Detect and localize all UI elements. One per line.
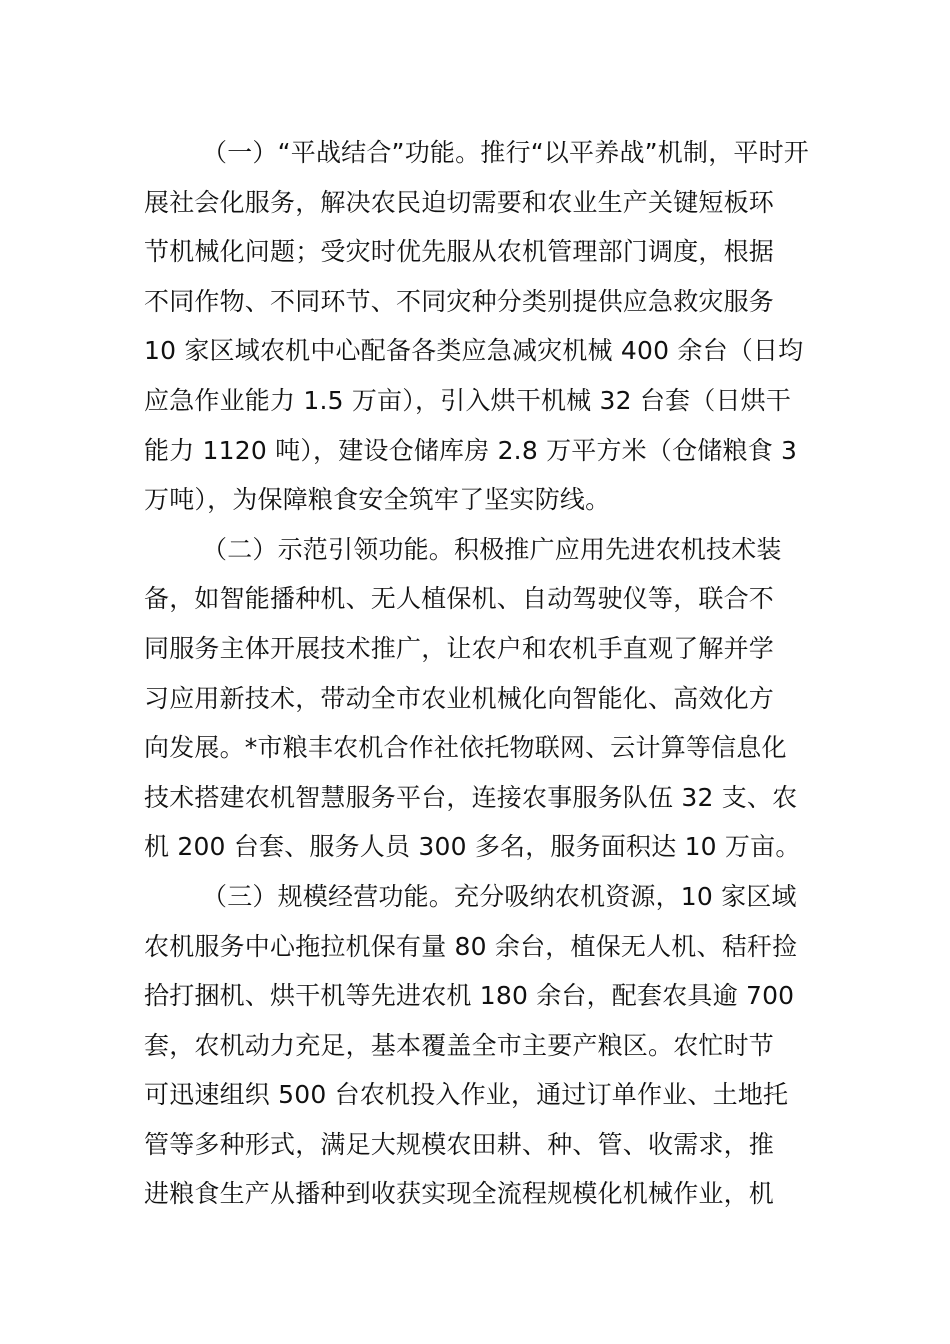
paragraph-line: 进粮食生产从播种到收获实现全流程规模化机械作业，机 xyxy=(144,1179,775,1209)
paragraph-line: 机 200 台套、服务人员 300 多名，服务面积达 10 万亩。 xyxy=(144,832,801,862)
paragraph-line: 管等多种形式，满足大规模农田耕、种、管、收需求，推 xyxy=(144,1129,775,1159)
paragraph-line: 农机服务中心拖拉机保有量 80 余台，植保无人机、秸秆捡 xyxy=(144,931,798,961)
paragraph-line: 同服务主体开展技术推广，让农户和农机手直观了解并学 xyxy=(144,633,775,663)
paragraph-line: 不同作物、不同环节、不同灾种分类别提供应急救灾服务 xyxy=(144,286,775,316)
paragraph-line: 节机械化问题；受灾时优先服从农机管理部门调度，根据 xyxy=(144,237,775,267)
paragraph-line: 备，如智能播种机、无人植保机、自动驾驶仪等，联合不 xyxy=(144,584,775,614)
paragraph-1 xyxy=(144,128,808,525)
paragraph-line: 应急作业能力 1.5 万亩），引入烘干机械 32 台套（日烘干 xyxy=(144,385,792,415)
paragraph-line: 套，农机动力充足，基本覆盖全市主要产粮区。农忙时节 xyxy=(144,1030,775,1060)
paragraph-line: 习应用新技术，带动全市农业机械化向智能化、高效化方 xyxy=(144,683,775,713)
paragraph-line: 能力 1120 吨），建设仓储库房 2.8 万平方米（仓储粮食 3 xyxy=(144,435,798,465)
paragraph-line: 万吨），为保障粮食安全筑牢了坚实防线。 xyxy=(144,485,611,515)
paragraph-2 xyxy=(144,525,808,872)
paragraph-line: 展社会化服务，解决农民迫切需要和农业生产关键短板环 xyxy=(144,187,775,217)
paragraph-line: （一）“平战结合”功能。推行“以平养战”机制，平时开 xyxy=(202,138,810,167)
paragraph-3 xyxy=(144,872,808,1219)
paragraph-line: 可迅速组织 500 台农机投入作业，通过订单作业、土地托 xyxy=(144,1080,789,1110)
paragraph-line: （二）示范引领功能。积极推广应用先进农机技术装 xyxy=(202,534,782,564)
paragraph-line: 向发展。*市粮丰农机合作社依托物联网、云计算等信息化 xyxy=(144,733,787,763)
paragraph-line: 10 家区域农机中心配备各类应急减灾机械 400 余台（日均 xyxy=(144,336,804,366)
paragraph-line: 技术搭建农机智慧服务平台，连接农事服务队伍 32 支、农 xyxy=(144,782,798,812)
paragraph-line: 拾打捆机、烘干机等先进农机 180 余台，配套农具逾 700 xyxy=(144,981,795,1011)
document-body xyxy=(144,128,808,1219)
paragraph-line: （三）规模经营功能。充分吸纳农机资源，10 家区域 xyxy=(202,881,797,911)
